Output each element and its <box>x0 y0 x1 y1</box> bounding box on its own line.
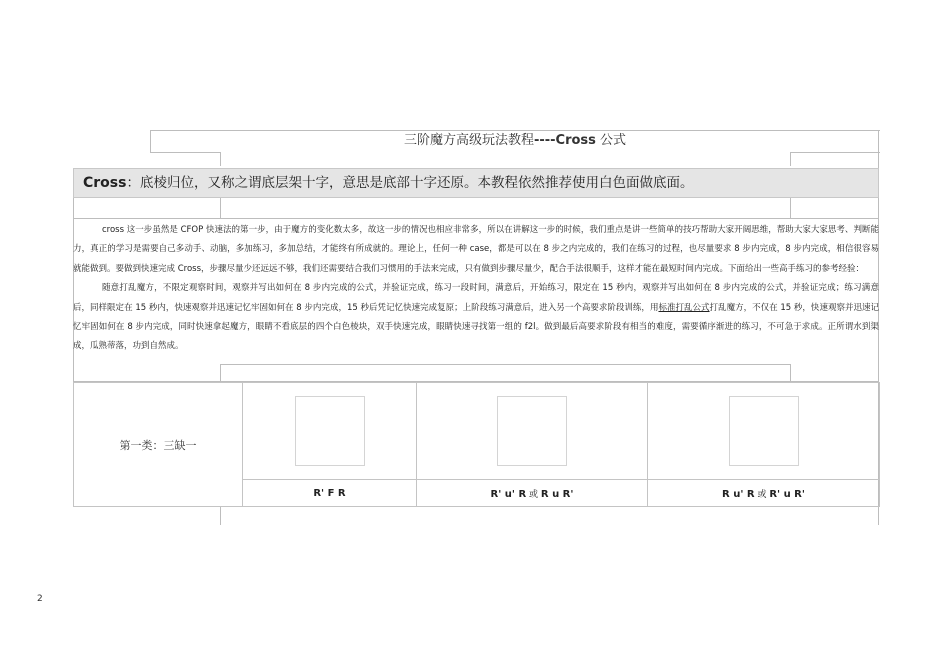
text-run: 步内完成， <box>739 244 786 255</box>
text-run: 步内完成， <box>301 302 347 313</box>
formula-cell <box>417 480 648 507</box>
text-run: 秒，快速观察并迅速记忆牢固如何在 <box>73 302 880 333</box>
case-image-cell <box>243 383 417 480</box>
cube-case-image <box>729 396 799 466</box>
text-run: 8 <box>543 244 549 255</box>
paragraph-1 <box>73 221 879 279</box>
scramble-formula-link[interactable]: 标准打乱公式 <box>658 302 710 313</box>
text-run: 15 <box>346 302 358 313</box>
text-run: case <box>469 244 490 255</box>
cube-case-image <box>497 396 567 466</box>
frame-line <box>73 198 74 218</box>
text-run: CFOP <box>180 225 204 235</box>
text-run: 8 <box>785 244 791 255</box>
text-run: ，步骤尽量少还远远不够，我们还需要结合我们习惯用的手法来完成，只有做到步骤尽量少，配合手法很顺手，这样才能在最短时间内完成。下面给出一些高手练习的参考经验： <box>201 263 865 274</box>
text-run: 15 <box>602 283 614 294</box>
text-run: 15 <box>780 302 792 313</box>
text-run: 这一步虽然是 <box>124 225 181 235</box>
title-prefix: 三阶魔方高级玩法教程 <box>403 133 534 148</box>
text-run: 8 <box>304 283 311 294</box>
frame-line <box>790 198 791 218</box>
text-run: Cross <box>177 263 202 274</box>
banner-bold: Cross <box>83 175 127 191</box>
text-run: 秒内，快速观察并迅速记忆牢固如何在 <box>146 302 297 313</box>
frame-line <box>790 152 791 166</box>
formula-or: 或 <box>754 489 770 500</box>
text-run: 8 <box>714 283 720 294</box>
text-run: 秒后凭记忆快速完成复原；上阶段练习满意后，进入另一个高要求阶段训练，用 <box>357 302 659 313</box>
page-number: 2 <box>37 594 43 604</box>
formula-text: R' F R <box>313 487 346 499</box>
formula-text: R' u R' <box>769 488 805 500</box>
frame-line <box>220 198 221 218</box>
text-run: 。做到最后高要求阶段有相当的难度，需要循序渐进的练习，不可急于求成。正所谓水到渠成，瓜熟蒂落，功到自然成。 <box>73 322 879 352</box>
category-label: 第一类：三缺一 <box>74 383 243 507</box>
formula-text: R u' R <box>722 488 755 500</box>
text-run: 随意打乱魔方，不限定观察时间，观察并写出如何在 <box>102 283 305 294</box>
text-run: 8 <box>734 244 740 255</box>
case-image-cell <box>417 383 648 480</box>
text-run: 步内完成，相信很容易就能做到。要做到快速完成 <box>73 244 880 274</box>
text-run: 秒内，观察并写出如何在 <box>613 283 715 294</box>
formula-table <box>73 382 880 507</box>
cube-case-image <box>295 396 365 466</box>
formula-cell <box>243 480 417 507</box>
section-banner <box>73 168 879 198</box>
text-run: 步内完成，同时快速拿起魔方，眼睛不看底层的四个白色棱块，双手快速完成，眼睛快速寻找第一组的 <box>132 322 525 333</box>
case-image-cell <box>648 383 880 480</box>
text-run: f2l <box>524 322 536 333</box>
text-run: 8 <box>127 322 133 333</box>
banner-text: ：底棱归位，又称之谓底层架十字，意思是底部十字还原。本教程依然推荐使用白色面做底面。 <box>126 175 694 191</box>
document-title <box>150 130 880 153</box>
frame-line <box>220 152 221 166</box>
text-run: 15 <box>135 302 147 313</box>
body-text <box>73 218 879 382</box>
table-row <box>74 383 880 480</box>
frame-line <box>220 506 221 525</box>
title-suffix: 公式 <box>595 133 627 148</box>
formula-cell <box>648 480 880 507</box>
text-run: ，都是可以在 <box>489 244 544 255</box>
text-run: 快速法的第一步，由于魔方的变化数太多，故这一步的情况也相应非常多，所以在讲解这一步的时候，我们重点是讲一些简单的技巧帮助大家开阔思维，帮助大家大家思考、判断能力，真正的学习是需要自己多动手、动脑，多加练习，多加总结，才能终有所成就的。理论上，任何一种 <box>73 225 879 255</box>
text-run: 8 <box>296 302 302 313</box>
text-run: 打乱魔方，不仅在 <box>709 302 781 313</box>
formula-text: R u R' <box>540 488 574 500</box>
paragraph-2 <box>73 279 879 357</box>
text-run: 步内完成的公式，并验证完成，练习一段时间，满意后，开始练习，限定在 <box>310 283 603 294</box>
formula-or: 或 <box>526 489 541 500</box>
formula-text: R' u' R <box>490 488 527 500</box>
text-run: 步之内完成的，我们在练习的过程，也尽量要求 <box>548 244 735 255</box>
title-bold: ----Cross <box>533 133 596 148</box>
text-run: cross <box>102 225 125 235</box>
text-run: 步内完成的公式，并验证完成；练习满意后，同样限定在 <box>73 283 879 313</box>
